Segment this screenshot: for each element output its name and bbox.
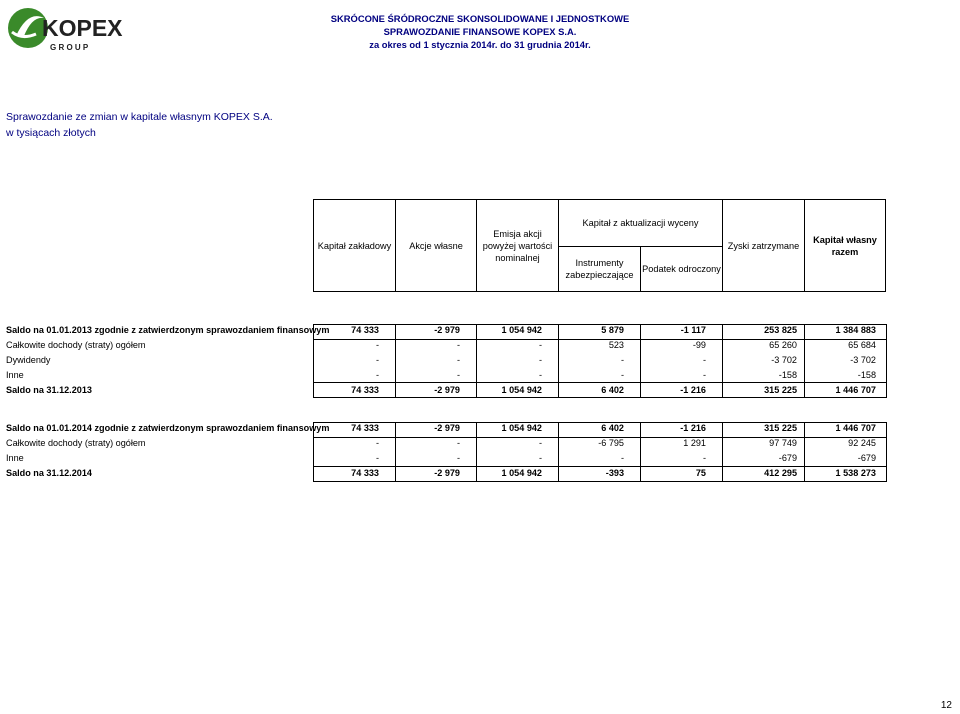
cell-zyski: 315 225 bbox=[764, 423, 797, 433]
statement-subtitle: w tysiącach złotych bbox=[6, 127, 96, 139]
kopex-logo bbox=[6, 6, 138, 52]
cell-emisja: - bbox=[538, 355, 542, 365]
cell-instrumenty: 523 bbox=[608, 340, 624, 350]
kopex-logo-mark-icon bbox=[6, 6, 138, 52]
cell-zyski: -679 bbox=[778, 453, 797, 463]
header-line-3: za okres od 1 stycznia 2014r. do 31 grudnia 2014r. bbox=[369, 39, 591, 50]
cell-emisja: - bbox=[538, 438, 542, 448]
cell-zyski: 65 260 bbox=[769, 340, 797, 350]
cell-emisja: - bbox=[538, 340, 542, 350]
cell-razem: -679 bbox=[857, 453, 876, 463]
row-label: Saldo na 31.12.2013 bbox=[6, 385, 92, 395]
cell-podatek: -1 216 bbox=[680, 385, 706, 395]
cell-kapital-zakladowy: 74 333 bbox=[351, 385, 379, 395]
cell-razem: -3 702 bbox=[850, 355, 876, 365]
cell-instrumenty: -6 795 bbox=[598, 438, 624, 448]
statement-title-block bbox=[6, 109, 273, 141]
cell-podatek: -99 bbox=[692, 340, 706, 350]
header-line-2: SPRAWOZDANIE FINANSOWE KOPEX S.A. bbox=[383, 26, 577, 37]
cell-kapital-zakladowy: 74 333 bbox=[351, 423, 379, 433]
cell-akcje-wlasne: - bbox=[456, 438, 460, 448]
row-label: Całkowite dochody (straty) ogółem bbox=[6, 340, 146, 350]
cell-zyski: 253 825 bbox=[764, 325, 797, 335]
col-group-aktualizacja bbox=[559, 200, 723, 291]
cell-emisja: 1 054 942 bbox=[501, 468, 542, 478]
cell-instrumenty: - bbox=[620, 453, 624, 463]
cell-razem: 1 446 707 bbox=[835, 423, 876, 433]
col-razem: Kapitał własny razem bbox=[813, 234, 877, 257]
cell-akcje-wlasne: -2 979 bbox=[434, 385, 460, 395]
cell-podatek: -1 117 bbox=[680, 325, 706, 335]
svg-text:KOPEX: KOPEX bbox=[42, 15, 123, 41]
cell-zyski: 412 295 bbox=[764, 468, 797, 478]
cell-instrumenty: 5 879 bbox=[601, 325, 624, 335]
row-label: Inne bbox=[6, 453, 24, 463]
cell-instrumenty: - bbox=[620, 355, 624, 365]
cell-emisja: - bbox=[538, 370, 542, 380]
cell-instrumenty: 6 402 bbox=[601, 423, 624, 433]
cell-akcje-wlasne: -2 979 bbox=[434, 325, 460, 335]
cell-kapital-zakladowy: - bbox=[375, 340, 379, 350]
col-emisja: Emisja akcji powyżej wartości nominalnej bbox=[477, 200, 559, 291]
cell-razem: 92 245 bbox=[848, 438, 876, 448]
row-label: Saldo na 01.01.2014 zgodnie z zatwierdzonym sprawozdaniem finansowym bbox=[6, 423, 330, 433]
cell-emisja: 1 054 942 bbox=[501, 325, 542, 335]
table-row bbox=[6, 384, 887, 398]
cell-kapital-zakladowy: - bbox=[375, 453, 379, 463]
cell-zyski: -158 bbox=[778, 370, 797, 380]
col-akcje-wlasne: Akcje własne bbox=[396, 200, 477, 291]
cell-razem: 1 446 707 bbox=[835, 385, 876, 395]
col-podatek: Podatek odroczony bbox=[641, 246, 722, 291]
cell-razem: 65 684 bbox=[848, 340, 876, 350]
col-kapital-zakladowy: Kapitał zakładowy bbox=[314, 200, 396, 291]
table-row bbox=[6, 339, 887, 353]
cell-podatek: - bbox=[702, 355, 706, 365]
cell-podatek: - bbox=[702, 453, 706, 463]
document-header bbox=[322, 12, 638, 51]
cell-akcje-wlasne: - bbox=[456, 370, 460, 380]
cell-kapital-zakladowy: - bbox=[375, 438, 379, 448]
col-instrumenty: Instrumenty zabezpieczające bbox=[559, 246, 641, 291]
cell-razem: -158 bbox=[857, 370, 876, 380]
cell-kapital-zakladowy: - bbox=[375, 355, 379, 365]
col-group-title: Kapitał z aktualizacji wyceny bbox=[582, 218, 699, 228]
table-row bbox=[6, 452, 887, 466]
cell-kapital-zakladowy: 74 333 bbox=[351, 325, 379, 335]
header-line-1: SKRÓCONE ŚRÓDROCZNE SKONSOLIDOWANE I JEDNOSTKOWE bbox=[330, 13, 630, 24]
cell-podatek: 75 bbox=[695, 468, 706, 478]
cell-instrumenty: 6 402 bbox=[601, 385, 624, 395]
row-label: Inne bbox=[6, 370, 24, 380]
cell-akcje-wlasne: -2 979 bbox=[434, 423, 460, 433]
cell-instrumenty: - bbox=[620, 370, 624, 380]
cell-razem: 1 384 883 bbox=[835, 325, 876, 335]
cell-podatek: - bbox=[702, 370, 706, 380]
table-row bbox=[6, 324, 887, 338]
table-row bbox=[6, 422, 887, 436]
page-number: 12 bbox=[940, 700, 952, 711]
table-row bbox=[6, 437, 887, 451]
cell-akcje-wlasne: - bbox=[456, 340, 460, 350]
row-label: Saldo na 01.01.2013 zgodnie z zatwierdzonym sprawozdaniem finansowym bbox=[6, 325, 330, 335]
cell-akcje-wlasne: -2 979 bbox=[434, 468, 460, 478]
col-zyski: Zyski zatrzymane bbox=[723, 200, 805, 291]
row-label: Dywidendy bbox=[6, 355, 51, 365]
cell-akcje-wlasne: - bbox=[456, 453, 460, 463]
column-header-table bbox=[313, 199, 886, 292]
row-label: Saldo na 31.12.2014 bbox=[6, 468, 92, 478]
cell-emisja: 1 054 942 bbox=[501, 423, 542, 433]
table-row bbox=[6, 369, 887, 383]
cell-zyski: -3 702 bbox=[771, 355, 797, 365]
cell-instrumenty: -393 bbox=[605, 468, 624, 478]
cell-zyski: 97 749 bbox=[769, 438, 797, 448]
table-row bbox=[6, 354, 887, 368]
cell-podatek: -1 216 bbox=[680, 423, 706, 433]
svg-text:G R O U P: G R O U P bbox=[50, 43, 89, 52]
table-row bbox=[6, 467, 887, 481]
cell-podatek: 1 291 bbox=[683, 438, 706, 448]
cell-kapital-zakladowy: - bbox=[375, 370, 379, 380]
cell-emisja: 1 054 942 bbox=[501, 385, 542, 395]
cell-razem: 1 538 273 bbox=[835, 468, 876, 478]
cell-kapital-zakladowy: 74 333 bbox=[351, 468, 379, 478]
cell-zyski: 315 225 bbox=[764, 385, 797, 395]
cell-emisja: - bbox=[538, 453, 542, 463]
statement-title: Sprawozdanie ze zmian w kapitale własnym KOPEX S.A. bbox=[6, 111, 273, 123]
cell-akcje-wlasne: - bbox=[456, 355, 460, 365]
row-label: Całkowite dochody (straty) ogółem bbox=[6, 438, 146, 448]
